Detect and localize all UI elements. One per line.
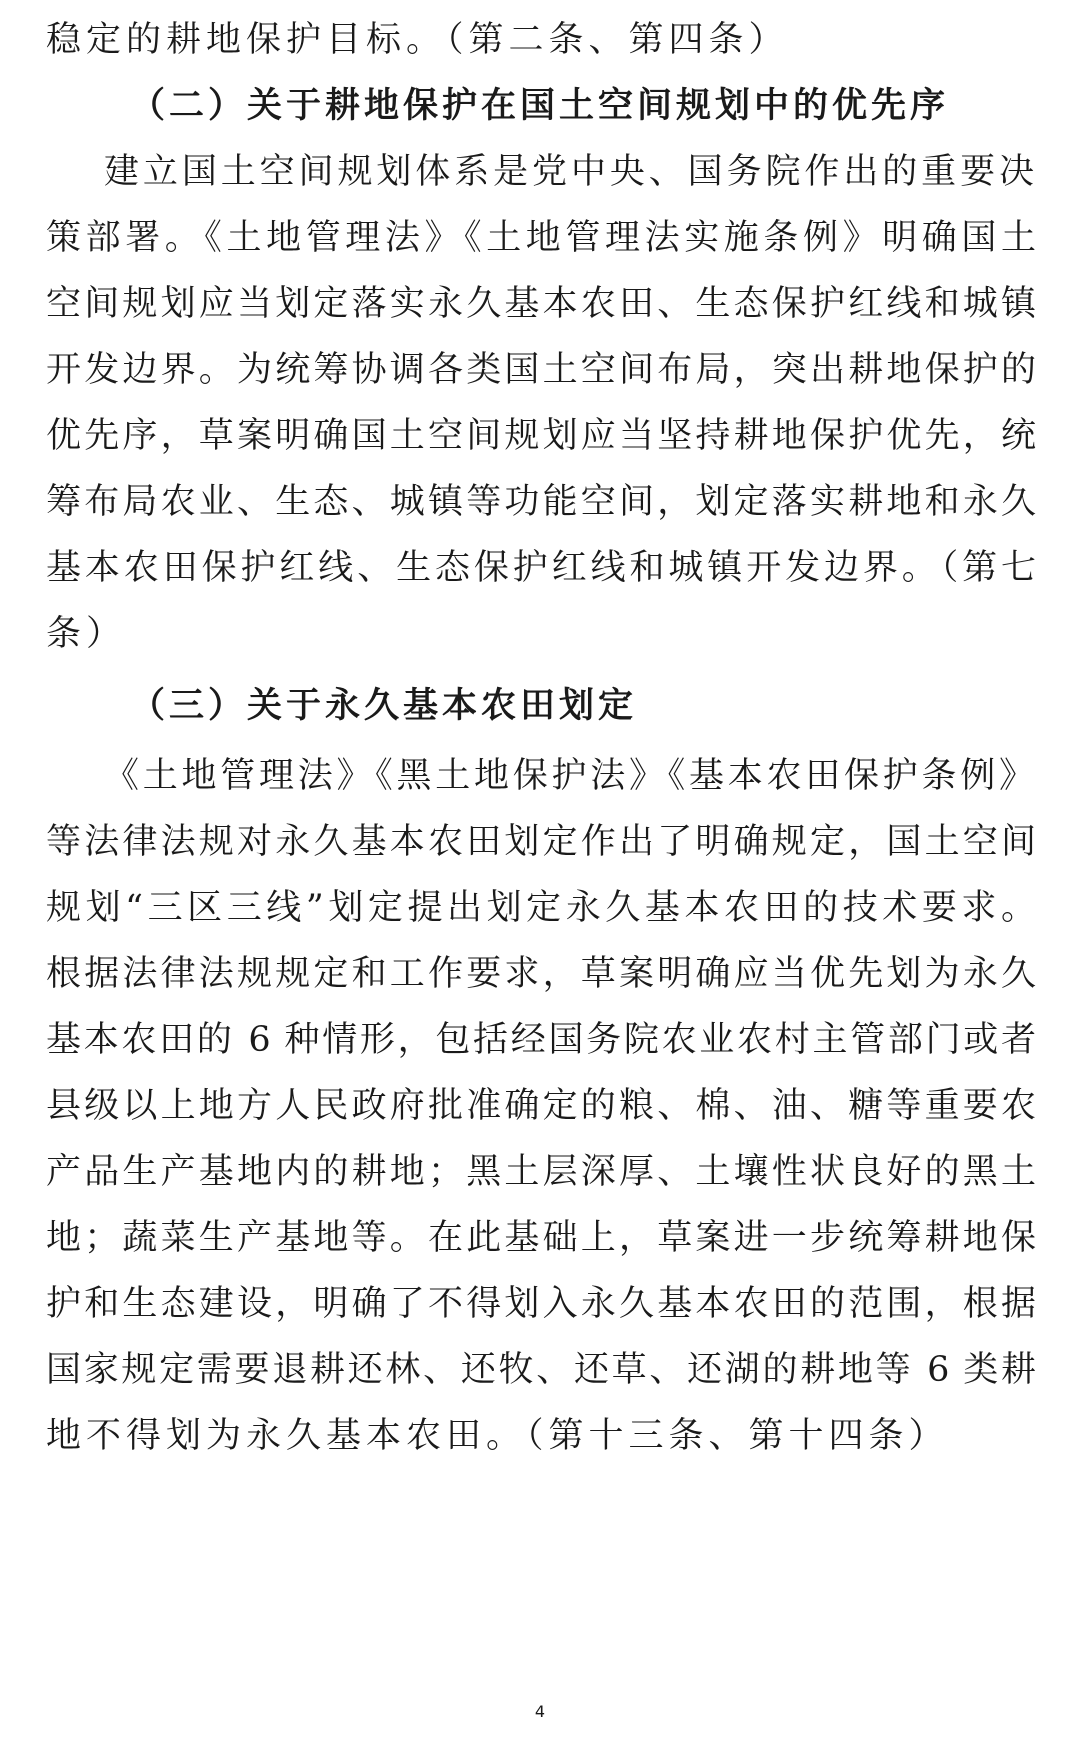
section-3-line-9: 护和生态建设，明确了不得划入永久基本农田的范围，根据 [46, 1284, 1036, 1324]
section-2-line-1: 建立国土空间规划体系是党中央、国务院作出的重要决 [104, 152, 1034, 192]
section-3-line-10: 国家规定需要退耕还林、还牧、还草、还湖的耕地等 6 类耕 [46, 1350, 1036, 1390]
section-2-line-3: 空间规划应当划定落实永久基本农田、生态保护红线和城镇 [46, 284, 1036, 324]
section-2-line-6: 筹布局农业、生态、城镇等功能空间，划定落实耕地和永久 [46, 482, 1036, 522]
section-3-line-5: 基本农田的 6 种情形，包括经国务院农业农村主管部门或者 [46, 1020, 1036, 1060]
intro-tail-line: 稳定的耕地保护目标。（第二条、第四条） [46, 20, 789, 60]
section-3-line-4: 根据法律法规规定和工作要求，草案明确应当优先划为永久 [46, 954, 1036, 994]
section-3-line-3: 规划“三区三线”划定提出划定永久基本农田的技术要求。 [46, 888, 1036, 928]
section-2-line-2: 策部署。《土地管理法》《土地管理法实施条例》明确国土 [46, 218, 1036, 258]
section-3-heading: （三）关于永久基本农田划定 [130, 685, 638, 726]
section-3-line-7: 产品生产基地内的耕地；黑土层深厚、土壤性状良好的黑土 [46, 1152, 1036, 1192]
section-3-line-8: 地；蔬菜生产基地等。在此基础上，草案进一步统筹耕地保 [46, 1218, 1036, 1258]
section-3-line-2: 等法律法规对永久基本农田划定作出了明确规定，国土空间 [46, 822, 1036, 862]
section-3-line-11: 地不得划为永久基本农田。（第十三条、第十四条） [46, 1416, 949, 1456]
section-2-line-8: 条） [46, 614, 127, 654]
section-2-heading: （二）关于耕地保护在国土空间规划中的优先序 [130, 85, 950, 126]
section-3-line-1: 《土地管理法》《黑土地保护法》《基本农田保护条例》 [104, 756, 1034, 796]
section-2-line-7: 基本农田保护红线、生态保护红线和城镇开发边界。（第七 [46, 548, 1036, 588]
section-2-line-4: 开发边界。为统筹协调各类国土空间布局，突出耕地保护的 [46, 350, 1036, 390]
page-number: 4 [534, 1702, 546, 1721]
section-2-line-5: 优先序，草案明确国土空间规划应当坚持耕地保护优先，统 [46, 416, 1036, 456]
section-3-line-6: 县级以上地方人民政府批准确定的粮、棉、油、糖等重要农 [46, 1086, 1036, 1126]
